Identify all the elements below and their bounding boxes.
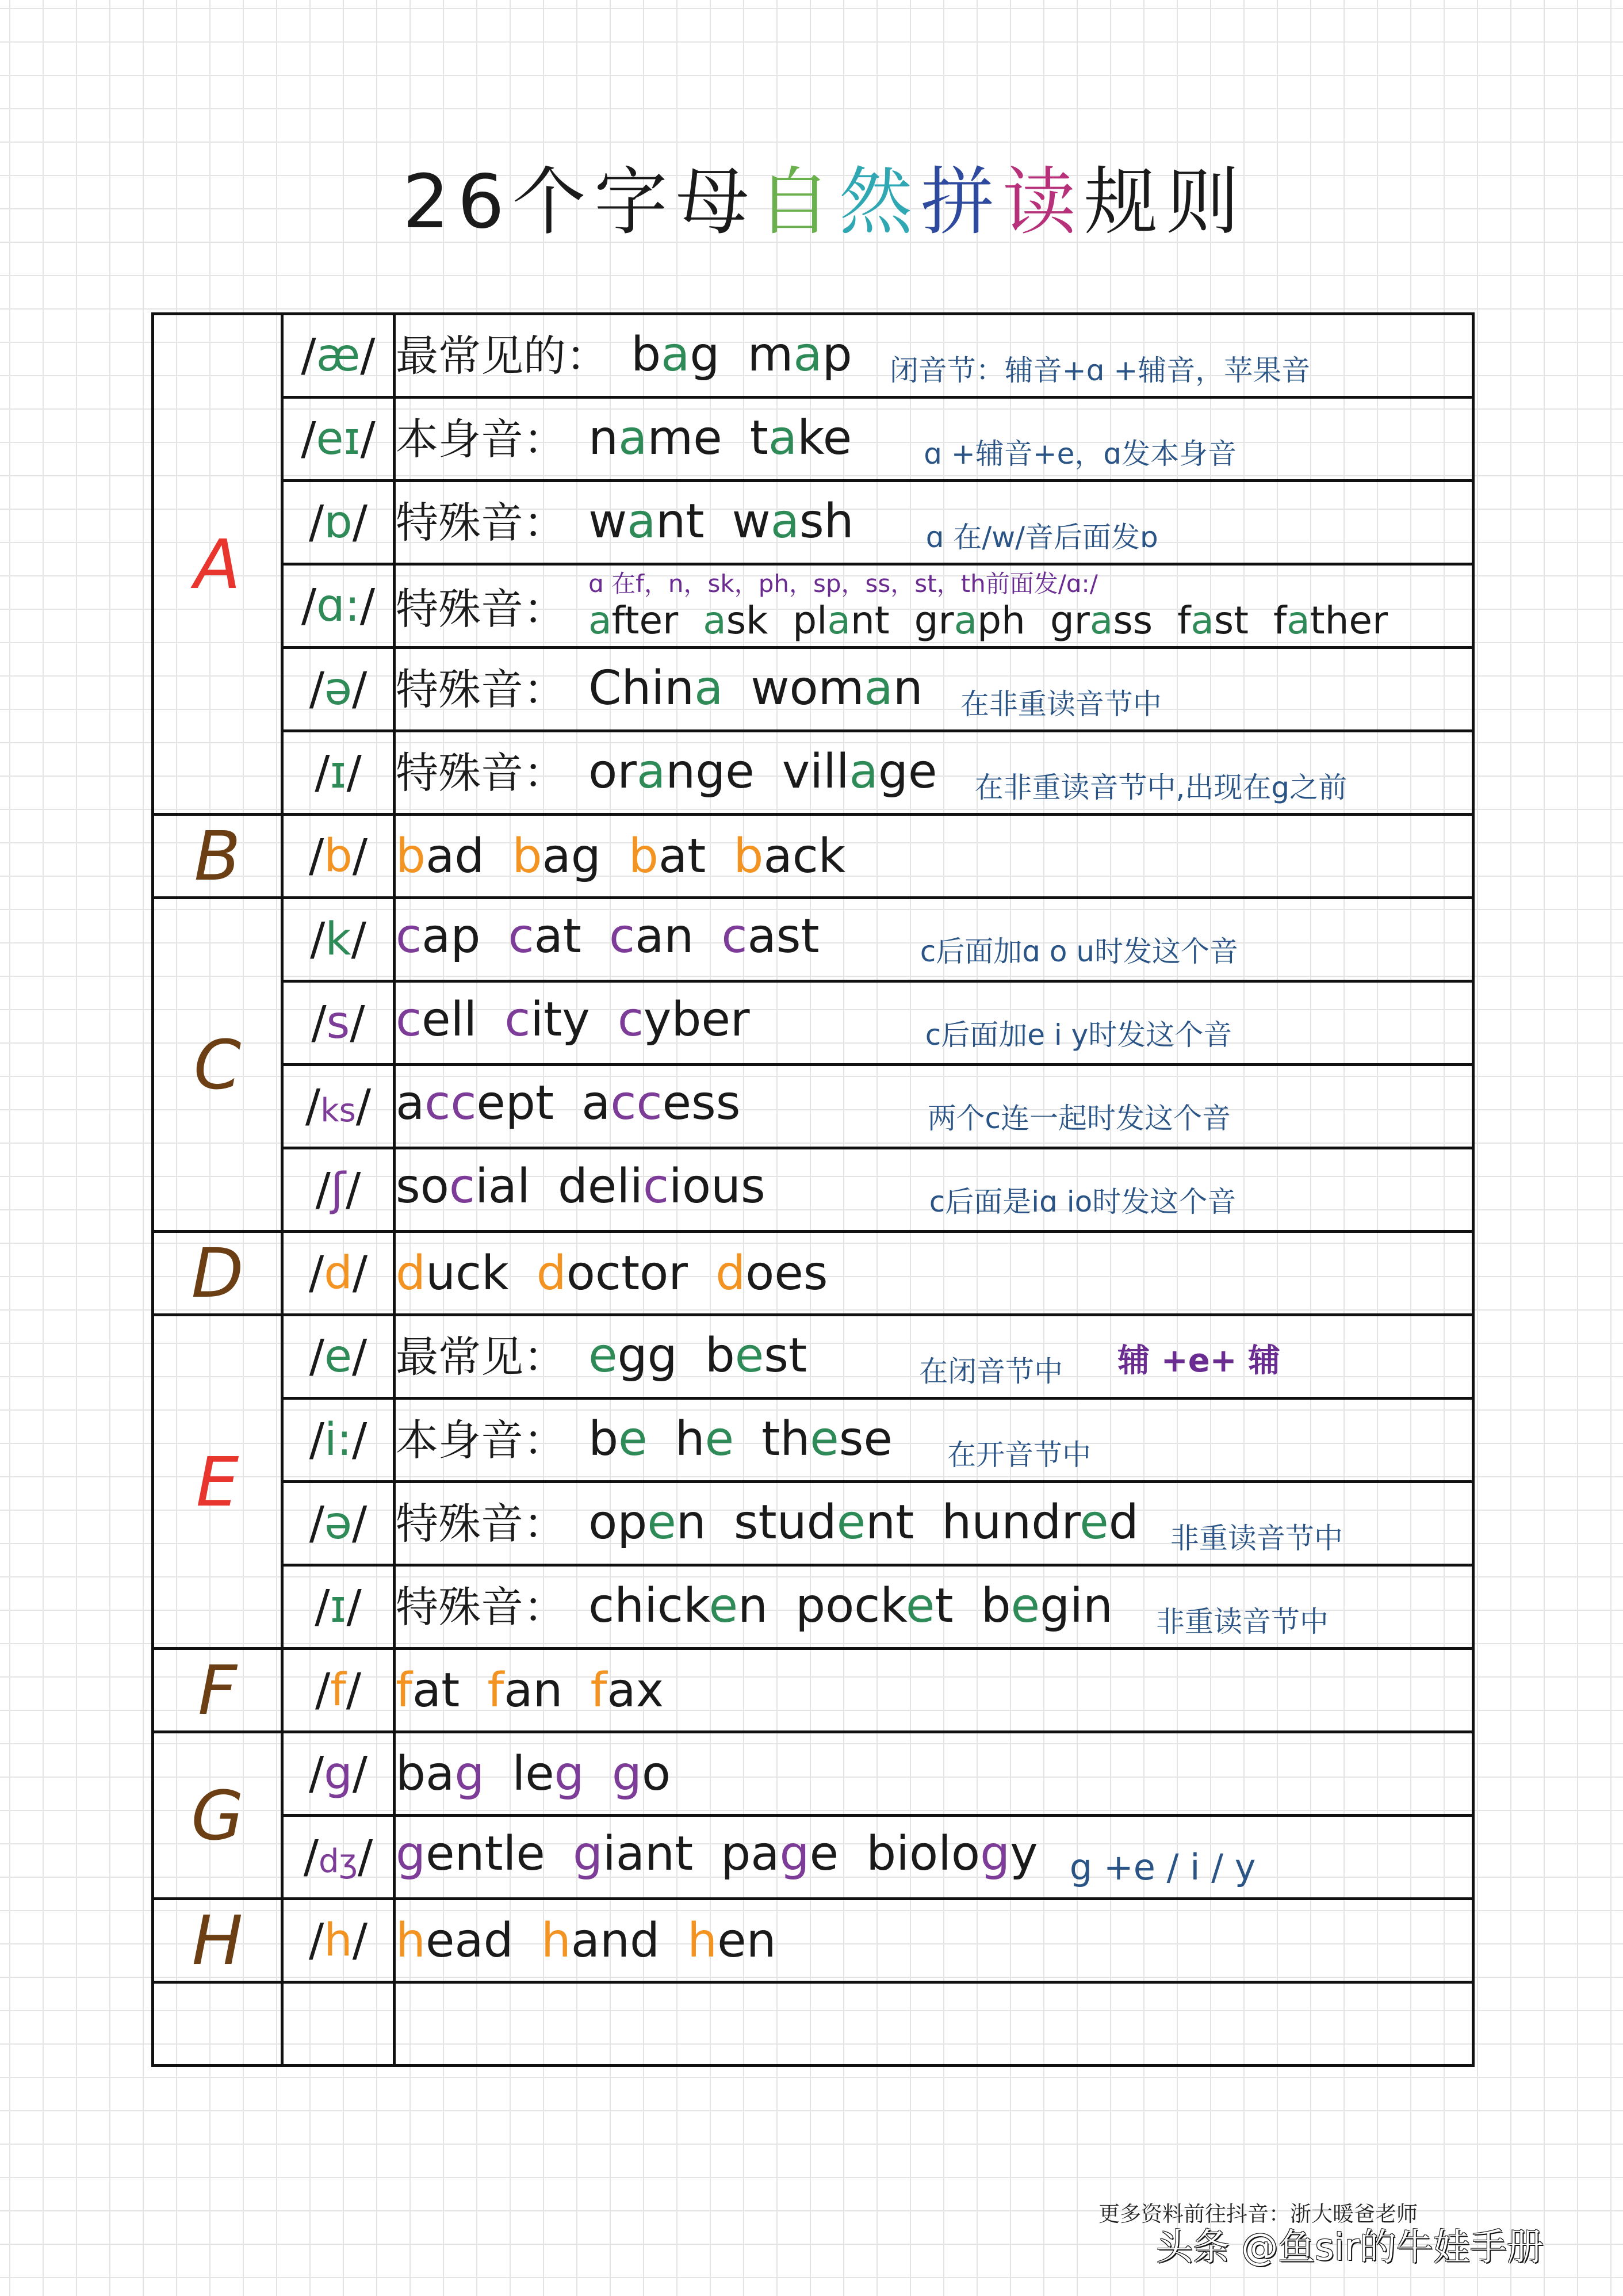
table-row [153, 731, 1473, 815]
ipa-cell: /k/ [282, 898, 395, 981]
sound-label: 本身音： [396, 1416, 566, 1466]
sound-label: 特殊音： [396, 1499, 566, 1549]
content-cell [395, 1649, 1473, 1732]
example-words: social delicious [396, 1159, 765, 1214]
example-words: duck doctor does [396, 1246, 828, 1301]
example-words: chicken pocket begin [588, 1579, 1113, 1634]
source-credit: 更多资料前往抖音：浙大暖爸老师 [1098, 2202, 1418, 2226]
rule-note: ɑ 在/w/音后面发ɒ [925, 520, 1158, 554]
letter-cell-h: H [153, 1899, 282, 1982]
title-part-zi: 自 [757, 159, 839, 245]
content-cell [395, 648, 1473, 731]
table-row [153, 1315, 1473, 1399]
rule-note: 在非重读音节中,出现在g之前 [974, 770, 1348, 804]
rule-note: c后面加ɑ o u时发这个音 [920, 935, 1239, 969]
table-row [153, 1816, 1473, 1899]
example-words: gentle giant page biology [396, 1826, 1038, 1881]
ipa-cell: /æ/ [282, 314, 395, 398]
letter-cell-d: D [153, 1232, 282, 1315]
table-row-empty [153, 1982, 1473, 2066]
ipa-cell-empty [282, 1982, 395, 2066]
table-row [153, 1732, 1473, 1816]
table-row [153, 1232, 1473, 1315]
letter-cell-empty [153, 1982, 282, 2066]
example-words: fat fan fax [396, 1663, 664, 1718]
phonics-table [151, 312, 1475, 2067]
ipa-cell: /ɪ/ [282, 1565, 395, 1649]
page-title [403, 156, 1247, 249]
stacked-content [588, 569, 1388, 643]
example-words: head hand hen [396, 1913, 776, 1968]
ipa-cell: /ks/ [282, 1065, 395, 1148]
letter-cell-g: G [153, 1732, 282, 1899]
content-cell [395, 481, 1473, 564]
table-row [153, 1482, 1473, 1565]
ipa-cell: /b/ [282, 815, 395, 898]
example-words: cap cat can cast [396, 908, 820, 964]
sound-label: 特殊音： [396, 498, 566, 548]
rule-note: 两个c连一起时发这个音 [927, 1102, 1231, 1136]
ipa-cell: /d/ [282, 1232, 395, 1315]
example-words: bad bag bat back [396, 828, 846, 884]
content-cell [395, 1899, 1473, 1982]
ipa-cell: /h/ [282, 1899, 395, 1982]
content-cell [395, 898, 1473, 981]
ipa-cell: /s/ [282, 981, 395, 1065]
table-row [153, 314, 1473, 398]
rule-note: g +e / i / y [1069, 1846, 1256, 1888]
example-words: cell city cyber [396, 992, 750, 1047]
title-part-pin: 拼 [920, 159, 1002, 245]
sound-label: 本身音： [396, 415, 566, 465]
ipa-cell: /ɪ/ [282, 731, 395, 815]
rule-note: ɑ +辅音+e，ɑ发本身音 [924, 437, 1237, 471]
letter-cell-f: F [153, 1649, 282, 1732]
sound-label: 最常见： [396, 1332, 566, 1382]
example-words: name take [588, 411, 852, 466]
content-cell [395, 981, 1473, 1065]
letter-cell-c: C [153, 898, 282, 1232]
rule-note: 非重读音节中 [1156, 1604, 1329, 1638]
example-words: bag map [631, 327, 852, 383]
title-part-ran: 然 [839, 159, 921, 245]
title-part-rules: 规则 [1084, 159, 1247, 245]
table-row [153, 1065, 1473, 1148]
sound-label: 特殊音： [396, 1583, 566, 1633]
content-cell-empty [395, 1982, 1473, 2066]
table-row [153, 1649, 1473, 1732]
ipa-cell: /ɑ:/ [282, 564, 395, 648]
content-cell [395, 1732, 1473, 1816]
rule-note: 闭音节：辅音+ɑ +辅音，苹果音 [889, 353, 1311, 387]
ipa-cell: /g/ [282, 1732, 395, 1816]
sound-label: 最常见的： [396, 331, 608, 381]
ipa-cell: /eɪ/ [282, 398, 395, 481]
ipa-cell: /e/ [282, 1315, 395, 1399]
example-words: want wash [588, 494, 854, 549]
table-row [153, 648, 1473, 731]
example-words: China woman [588, 661, 923, 716]
content-cell [395, 1148, 1473, 1232]
table-row [153, 1148, 1473, 1232]
table-row [153, 981, 1473, 1065]
content-cell [395, 815, 1473, 898]
content-cell [395, 1399, 1473, 1482]
content-cell [395, 398, 1473, 481]
ipa-cell: /ʃ/ [282, 1148, 395, 1232]
content-cell [395, 1482, 1473, 1565]
ipa-cell: /ə/ [282, 648, 395, 731]
letter-cell-a: A [153, 314, 282, 815]
example-words: accept access [396, 1075, 741, 1130]
table-row [153, 815, 1473, 898]
title-part-26-letters: 26个字母 [403, 159, 757, 245]
pattern-note: 辅 +e+ 辅 [1117, 1342, 1281, 1380]
letter-cell-e: E [153, 1315, 282, 1649]
ipa-cell: /dʒ/ [282, 1816, 395, 1899]
example-words: open student hundred [588, 1495, 1139, 1550]
table-row [153, 481, 1473, 564]
table-row [153, 1899, 1473, 1982]
sound-label: 特殊音： [396, 748, 566, 799]
content-cell [395, 564, 1473, 648]
content-cell [395, 1232, 1473, 1315]
content-cell [395, 314, 1473, 398]
rule-note: 非重读音节中 [1170, 1521, 1343, 1555]
example-words: egg best [588, 1328, 807, 1384]
ipa-cell: /i:/ [282, 1399, 395, 1482]
letter-cell-b: B [153, 815, 282, 898]
example-words: after ask plant graph grass fast father [588, 598, 1388, 643]
sound-label: 特殊音： [396, 584, 566, 634]
rule-note: ɑ 在f，n，sk，ph，sp，ss，st，th前面发/ɑ:/ [588, 570, 1098, 598]
rule-note: c后面是iɑ io时发这个音 [929, 1185, 1237, 1219]
ipa-cell: /f/ [282, 1649, 395, 1732]
content-cell [395, 731, 1473, 815]
sound-label: 特殊音： [396, 665, 566, 715]
table-row [153, 898, 1473, 981]
rule-note: c后面加e i y时发这个音 [925, 1018, 1232, 1052]
content-cell [395, 1816, 1473, 1899]
watermark: 头条 @鱼sir的牛娃手册 [1156, 2226, 1544, 2269]
example-words: be he these [588, 1412, 893, 1467]
example-words: orange village [588, 744, 937, 800]
content-cell [395, 1065, 1473, 1148]
title-part-du: 读 [1002, 159, 1084, 245]
content-cell [395, 1565, 1473, 1649]
table-row [153, 1565, 1473, 1649]
rule-note: 在开音节中 [947, 1438, 1092, 1472]
example-words: bag leg go [396, 1746, 671, 1801]
content-cell [395, 1315, 1473, 1399]
ipa-cell: /ɒ/ [282, 481, 395, 564]
table-row [153, 1399, 1473, 1482]
rule-note: 在非重读音节中 [960, 687, 1162, 721]
rule-note: 在闭音节中 [919, 1354, 1063, 1388]
ipa-cell: /ə/ [282, 1482, 395, 1565]
table-row [153, 564, 1473, 648]
table-row [153, 398, 1473, 481]
